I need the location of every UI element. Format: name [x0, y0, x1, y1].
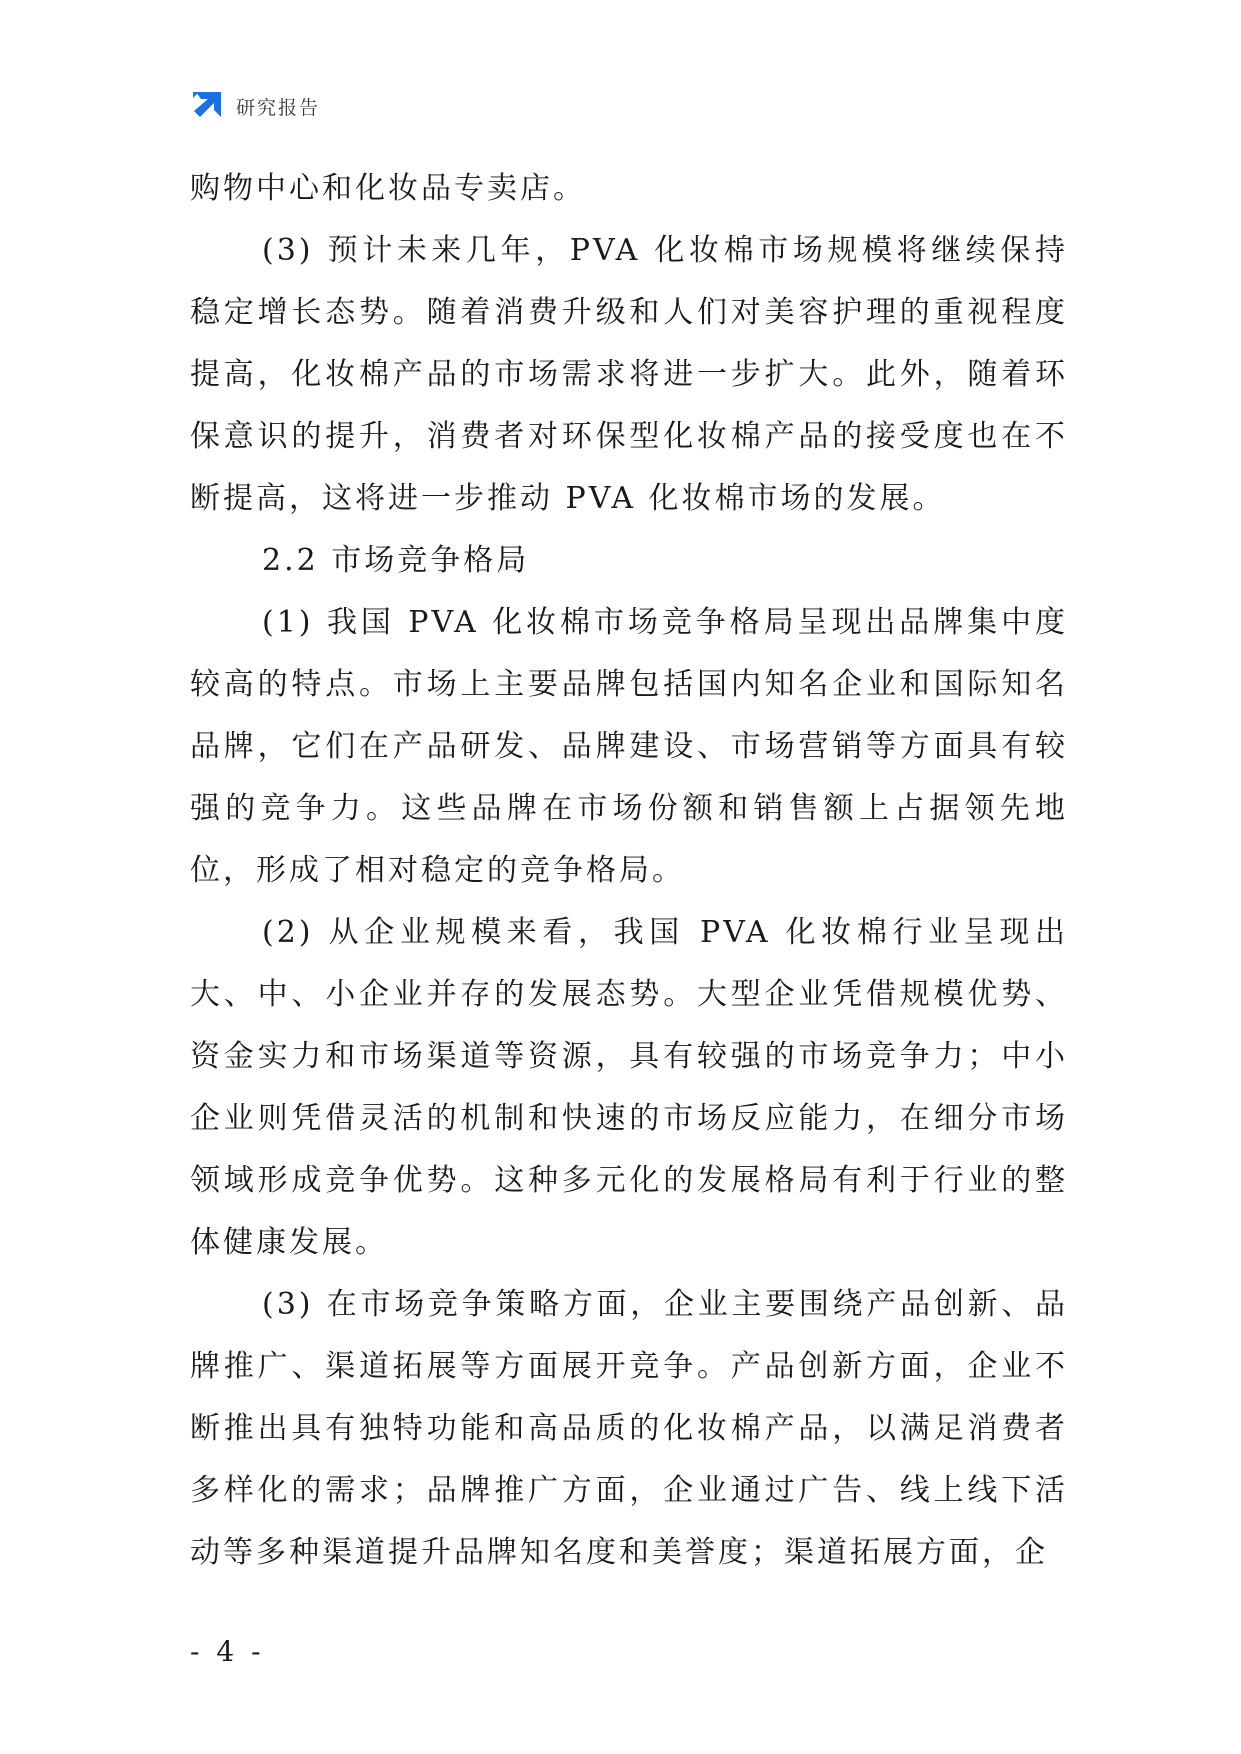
paragraph-brand-concentration: (1) 我国 PVA 化妆棉市场竞争格局呈现出品牌集中度较高的特点。市场上主要品牌包括国内知名企业和国际知名品牌，它们在产品研发、品牌建设、市场营销等方面具有较强的竞争力。这些品牌在市场份额和销售额上占据领先地位，形成了相对稳定的竞争格局。: [190, 605, 1068, 888]
paragraph-continuation: 购物中心和化妆品专卖店。: [190, 171, 586, 206]
paragraph-competition-strategy: (3) 在市场竞争策略方面，企业主要围绕产品创新、品牌推广、渠道拓展等方面展开竞争。产品创新方面，企业不断推出具有独特功能和高品质的化妆棉产品，以满足消费者多样化的需求；品牌推广方面，企业通过广告、线上线下活动等多种渠道提升品牌知名度和美誉度；渠道拓展方面，企: [190, 1287, 1068, 1570]
document-body: [190, 158, 1068, 1584]
section-heading: 2.2 市场竞争格局: [262, 543, 530, 578]
arrow-up-right-logo: [190, 89, 224, 123]
paragraph-market-outlook: (3) 预计未来几年，PVA 化妆棉市场规模将继续保持稳定增长态势。随着消费升级和人们对美容护理的重视程度提高，化妆棉产品的市场需求将进一步扩大。此外，随着环保意识的提升，消费者对环保型化妆棉产品的接受度也在不断提高，这将进一步推动 PVA 化妆棉市场的发展。: [190, 233, 1068, 516]
page-number: - 4 -: [190, 1635, 265, 1668]
paragraph-enterprise-scale: (2) 从企业规模来看，我国 PVA 化妆棉行业呈现出大、中、小企业并存的发展态势。大型企业凭借规模优势、资金实力和市场渠道等资源，具有较强的市场竞争力；中小企业则凭借灵活的机制和快速的市场反应能力，在细分市场领域形成竞争优势。这种多元化的发展格局有利于行业的整体健康发展。: [190, 915, 1068, 1260]
report-header: [190, 88, 320, 124]
header-title: 研究报告: [236, 96, 321, 119]
